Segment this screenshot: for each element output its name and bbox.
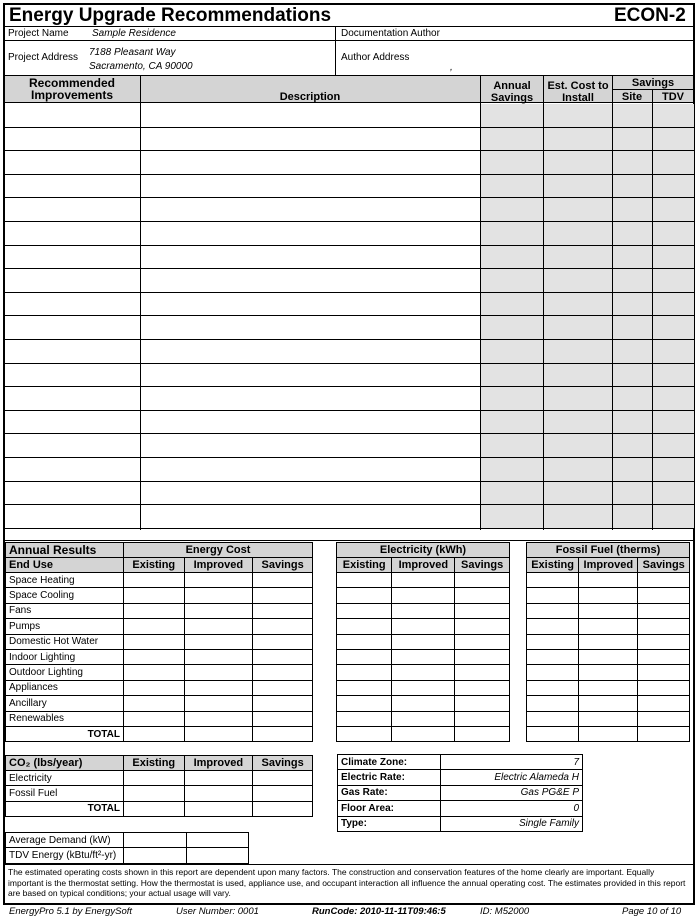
table-row [337,619,510,634]
author-address-label: Author Address [341,52,410,63]
gas-rate-value: Gas PG&E P [441,785,583,800]
fossil-fuel-table [526,542,690,742]
rec-shaded-cell [544,269,612,292]
table-row [337,634,510,649]
rec-shaded-cell [613,340,652,363]
energy-cost-label: Energy Cost [124,543,313,558]
rec-shaded-cell [481,198,543,221]
site-info-table [337,754,583,832]
annual-results-title: Annual Results [6,543,124,558]
project-name-value: Sample Residence [92,28,176,39]
table-row [527,665,690,680]
type-label: Type: [338,816,441,831]
table-row [6,649,313,664]
rec-shaded-cell [613,293,652,316]
rec-shaded-cell [481,316,543,339]
project-name-label: Project Name [8,28,69,39]
rec-shaded-cell [613,411,652,434]
rec-shaded-cell [653,293,694,316]
col-improvements: Recommended Improvements [28,76,116,102]
col-site: Site [621,91,643,103]
end-use-label: Ancillary [6,696,124,711]
address-line1: 7188 Pleasant Way [89,47,176,58]
rec-shaded-cell [544,434,612,457]
rec-shaded-cell [544,316,612,339]
col-savings: Savings [638,558,690,573]
project-address-label: Project Address [8,52,79,63]
table-row [6,619,313,634]
divider [140,75,141,530]
footer-user-number: User Number: 0001 [176,906,259,917]
rec-shaded-cell [653,340,694,363]
rec-shaded-cell [613,104,652,127]
rec-shaded-cell [653,364,694,387]
rec-shaded-cell [613,175,652,198]
rec-shaded-cell [481,482,543,505]
floor-area-value: 0 [441,801,583,816]
col-description: Description [279,91,341,103]
table-row [337,588,510,603]
col-improved: Improved [579,558,638,573]
form-id: ECON-2 [614,5,686,26]
electricity-label: Electricity (kWh) [337,543,510,558]
end-use-label: Renewables [6,711,124,726]
energy-total-label: TOTAL [6,726,124,741]
divider [3,26,695,27]
rec-row-divider [4,528,694,529]
fossil-label: Fossil Fuel (therms) [527,543,690,558]
table-row [527,588,690,603]
rec-shaded-cell [544,387,612,410]
co2-total-label: TOTAL [6,801,124,816]
rec-shaded-cell [613,246,652,269]
rec-shaded-cell [544,104,612,127]
rec-shaded-cell [481,175,543,198]
divider [3,864,695,865]
table-row [527,711,690,726]
col-tdv: TDV [662,91,684,103]
demand-table [5,832,313,864]
footer-page: Page 10 of 10 [622,906,682,917]
col-improved: Improved [184,558,253,573]
rec-shaded-cell [653,198,694,221]
table-row [6,665,313,680]
end-use-label: Domestic Hot Water [6,634,124,649]
table-row [6,634,313,649]
rec-shaded-cell [544,340,612,363]
avg-demand-label: Average Demand (kW) [6,833,124,848]
rec-shaded-cell [613,316,652,339]
rec-shaded-cell [481,293,543,316]
table-row [337,603,510,618]
table-row [527,680,690,695]
end-use-label: Fans [6,603,124,618]
table-row [6,711,313,726]
rec-shaded-cell [653,246,694,269]
table-row [527,573,690,588]
rec-shaded-cell [481,269,543,292]
table-row [6,603,313,618]
rec-shaded-cell [544,505,612,528]
rec-shaded-cell [613,458,652,481]
col-improved: Improved [184,756,253,771]
rec-shaded-cell [653,222,694,245]
table-row [337,649,510,664]
footer-id: ID: M52000 [480,906,530,917]
rec-shaded-cell [613,269,652,292]
col-cost: Est. Cost to Install [547,80,609,104]
rec-shaded-cell [544,458,612,481]
rec-shaded-cell [653,482,694,505]
table-row [337,711,510,726]
rec-shaded-cell [544,222,612,245]
rec-shaded-cell [481,411,543,434]
table-row [527,619,690,634]
rec-shaded-cell [544,482,612,505]
rec-shaded-cell [613,505,652,528]
rec-shaded-cell [481,222,543,245]
electric-rate-label: Electric Rate: [338,770,441,785]
rec-shaded-cell [653,269,694,292]
climate-zone-label: Climate Zone: [338,755,441,770]
co2-row-label: Electricity [6,771,124,786]
rec-shaded-cell [544,364,612,387]
rec-shaded-cell [653,387,694,410]
table-row [527,634,690,649]
rec-shaded-cell [481,151,543,174]
page-title: Energy Upgrade Recommendations [9,5,332,26]
electric-rate-value: Electric Alameda H [441,770,583,785]
table-row [6,573,313,588]
rec-shaded-cell [481,364,543,387]
rec-shaded-cell [481,387,543,410]
end-use-label: Space Cooling [6,588,124,603]
rec-shaded-cell [653,411,694,434]
col-existing: Existing [124,558,185,573]
rec-shaded-cell [481,104,543,127]
end-use-label: Appliances [6,680,124,695]
tdv-label: TDV Energy (kBtu/ft²-yr) [6,848,124,863]
col-improved: Improved [392,558,455,573]
co2-title: CO₂ (lbs/year) [6,756,124,771]
rec-shaded-cell [544,411,612,434]
rec-shaded-cell [481,458,543,481]
end-use-label: End Use [6,558,124,573]
rec-shaded-cell [613,128,652,151]
rec-shaded-cell [653,458,694,481]
electricity-table [336,542,510,742]
rec-shaded-cell [653,104,694,127]
rec-shaded-cell [544,246,612,269]
rec-shaded-cell [613,387,652,410]
col-savings: Savings [253,756,313,771]
address-line2: Sacramento, CA 90000 [89,61,193,72]
gas-rate-label: Gas Rate: [338,785,441,800]
divider [3,540,695,541]
author-address-value: , [450,62,453,73]
col-existing: Existing [527,558,579,573]
divider [335,26,336,75]
col-annual-savings: Annual Savings [490,80,534,104]
divider [3,40,695,41]
doc-author-label: Documentation Author [341,28,440,39]
type-value: Single Family [441,816,583,831]
rec-shaded-cell [613,222,652,245]
rec-shaded-cell [653,175,694,198]
table-row [337,696,510,711]
rec-shaded-cell [544,175,612,198]
col-savings: Savings [253,558,313,573]
disclaimer: The estimated operating costs shown in this report are dependent upon many factors. The construction and conservation features of the home clearly are important. Equally important is the thermostat setting. How the thermostat is used, appliance use, and occupant interaction all influence the annual operating cost. The estimates provided in this report are based on typical conditions; your actual usage will vary. [8,867,686,898]
rec-shaded-cell [481,434,543,457]
table-row [6,680,313,695]
rec-shaded-cell [481,505,543,528]
col-existing: Existing [337,558,392,573]
co2-row-label: Fossil Fuel [6,786,124,801]
rec-shaded-cell [544,198,612,221]
table-row [527,603,690,618]
floor-area-label: Floor Area: [338,801,441,816]
rec-shaded-cell [544,293,612,316]
rec-shaded-cell [544,128,612,151]
end-use-label: Indoor Lighting [6,649,124,664]
table-row [337,680,510,695]
rec-shaded-cell [544,151,612,174]
end-use-label: Pumps [6,619,124,634]
table-row [6,588,313,603]
rec-shaded-cell [613,434,652,457]
end-use-label: Outdoor Lighting [6,665,124,680]
rec-shaded-cell [481,128,543,151]
energy-cost-table [5,542,313,742]
climate-zone-value: 7 [441,755,583,770]
co2-table [5,755,313,817]
footer-software: EnergyPro 5.1 by EnergySoft [9,906,133,917]
rec-shaded-cell [613,198,652,221]
rec-shaded-cell [613,482,652,505]
end-use-label: Space Heating [6,573,124,588]
table-row [527,649,690,664]
table-row [527,696,690,711]
rec-shaded-cell [481,246,543,269]
rec-shaded-cell [481,340,543,363]
rec-shaded-cell [613,151,652,174]
footer-run-code: RunCode: 2010-11-11T09:46:5 [312,906,446,917]
col-savings: Savings [455,558,510,573]
table-row [6,696,313,711]
rec-shaded-cell [653,316,694,339]
table-row [337,573,510,588]
table-row [337,665,510,680]
rec-shaded-cell [613,364,652,387]
rec-shaded-cell [653,128,694,151]
rec-shaded-cell [653,505,694,528]
divider [612,89,694,90]
rec-shaded-cell [653,434,694,457]
col-savings: Savings [631,77,675,89]
rec-shaded-cell [653,151,694,174]
col-existing: Existing [124,756,185,771]
